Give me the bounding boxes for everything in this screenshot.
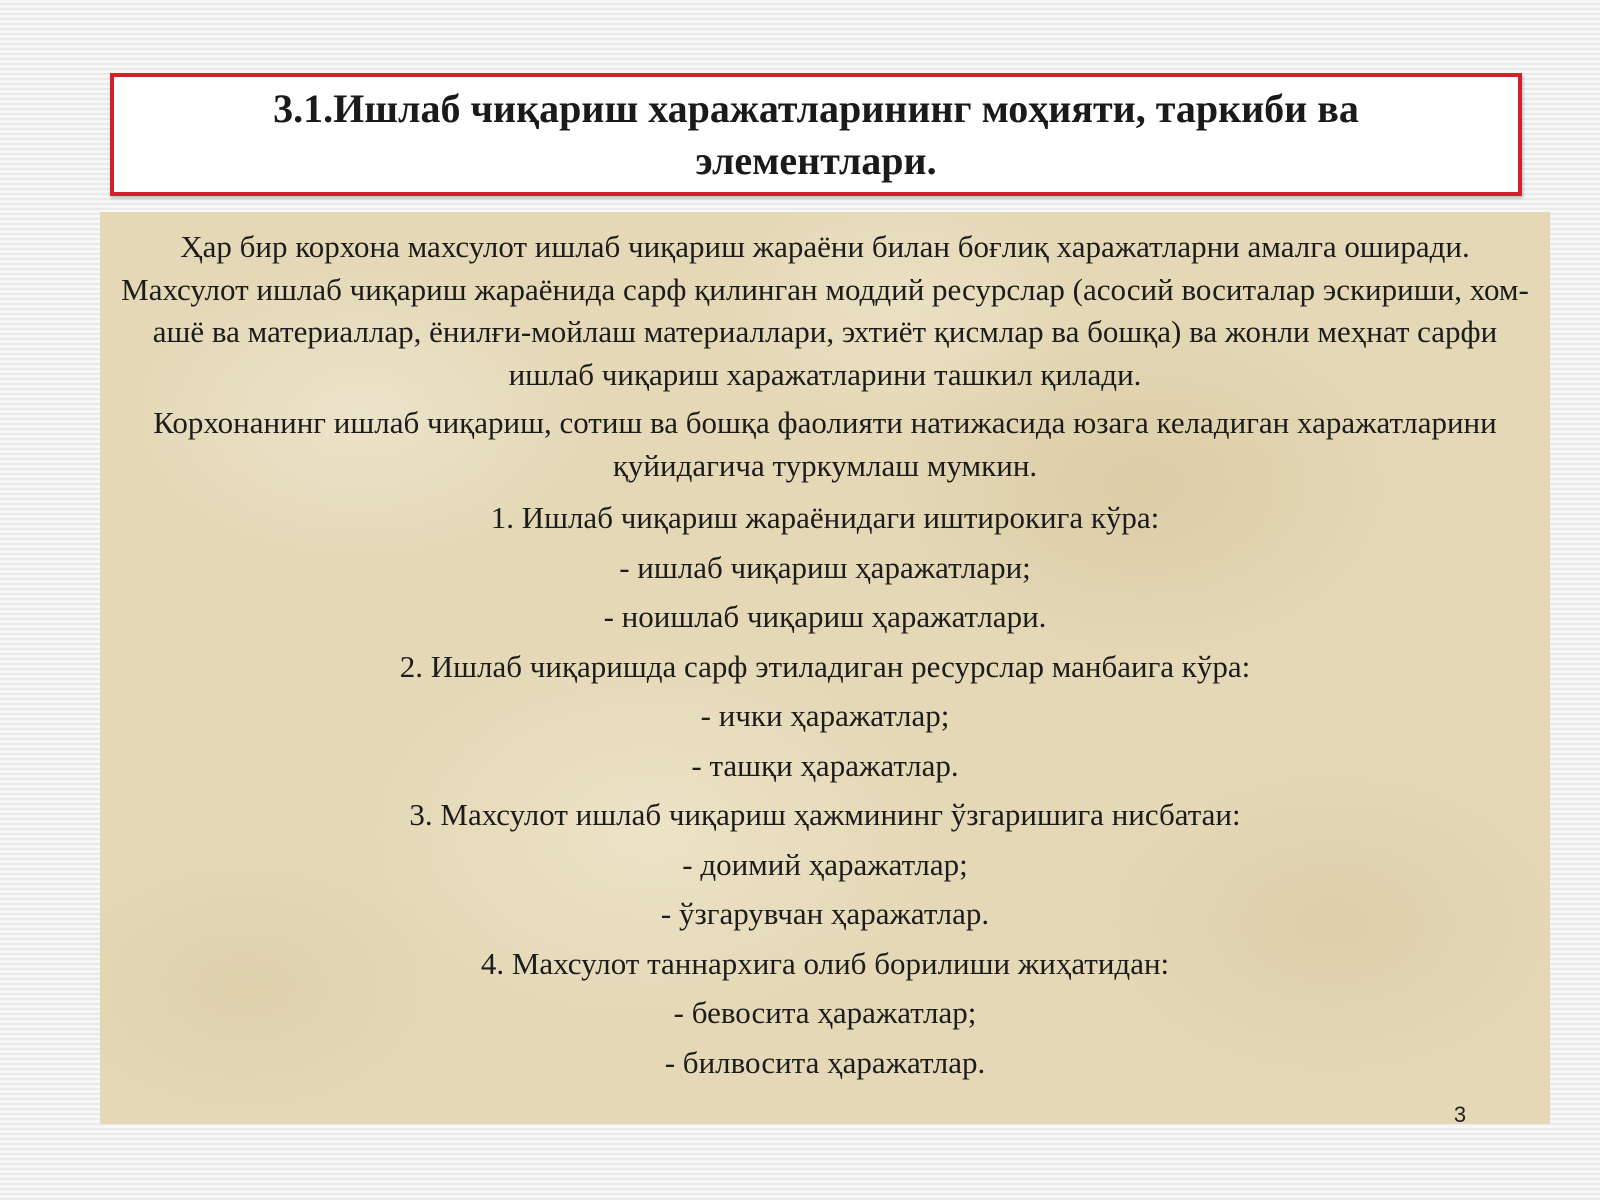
list-heading-3: 3. Махсулот ишлаб чиқариш ҳажмининг ўзгаришига нисбатаи:: [409, 797, 1241, 832]
list-item: - доимий ҳаражатлар;: [682, 846, 968, 882]
slide-title-box: [110, 73, 1522, 196]
list-item: - ишлаб чиқариш ҳаражатлари;: [619, 549, 1031, 585]
slide-title: 3.1.Ишлаб чиқариш харажатларининг моҳияти, таркиби ва элементлари.: [273, 85, 1359, 183]
list-item: - бевосита ҳаражатлар;: [673, 995, 977, 1030]
list-item: - ўзгарувчан ҳаражатлар.: [660, 896, 990, 931]
list-heading-1: 1. Ишлаб чиқариш жараёнидаги иштирокига кўра:: [490, 500, 1160, 535]
intro-paragraph: Ҳар бир корхона махсулот ишлаб чиқариш жараёни билан боғлиқ харажатларни амалга оширади. Махсулот ишлаб чиқариш жараёнида сарф қилинган моддий ресурслар (асосий воситалар эскириши, хом-ашё ва материаллар, ёнилғи-мойлаш материаллари, эхтиёт қисмлар ва бошқа) ва жонли меҳнат сарфи ишлаб чиқариш харажатларини ташкил қилади.: [121, 229, 1529, 392]
list-item: - ички ҳаражатлар;: [700, 698, 950, 733]
list-heading-4: 4. Махсулот таннархига олиб борилиши жиҳатидан:: [480, 945, 1170, 981]
classification-paragraph: Корхонанинг ишлаб чиқариш, сотиш ва бошқа фаолияти натижасида юзага келадиган харажатларини қуйидагича туркумлаш мумкин.: [153, 405, 1497, 483]
list-heading-2: 2. Ишлаб чиқаришда сарф этиладиган ресурслар манбаига кўра:: [399, 648, 1251, 684]
list-item: - ташқи ҳаражатлар.: [691, 747, 959, 783]
list-item: - ноишлаб чиқариш ҳаражатлари.: [603, 599, 1047, 634]
page-number: 3: [1453, 1102, 1467, 1127]
content-panel: [100, 212, 1550, 1124]
list-item: - билвосита ҳаражатлар.: [664, 1044, 986, 1080]
